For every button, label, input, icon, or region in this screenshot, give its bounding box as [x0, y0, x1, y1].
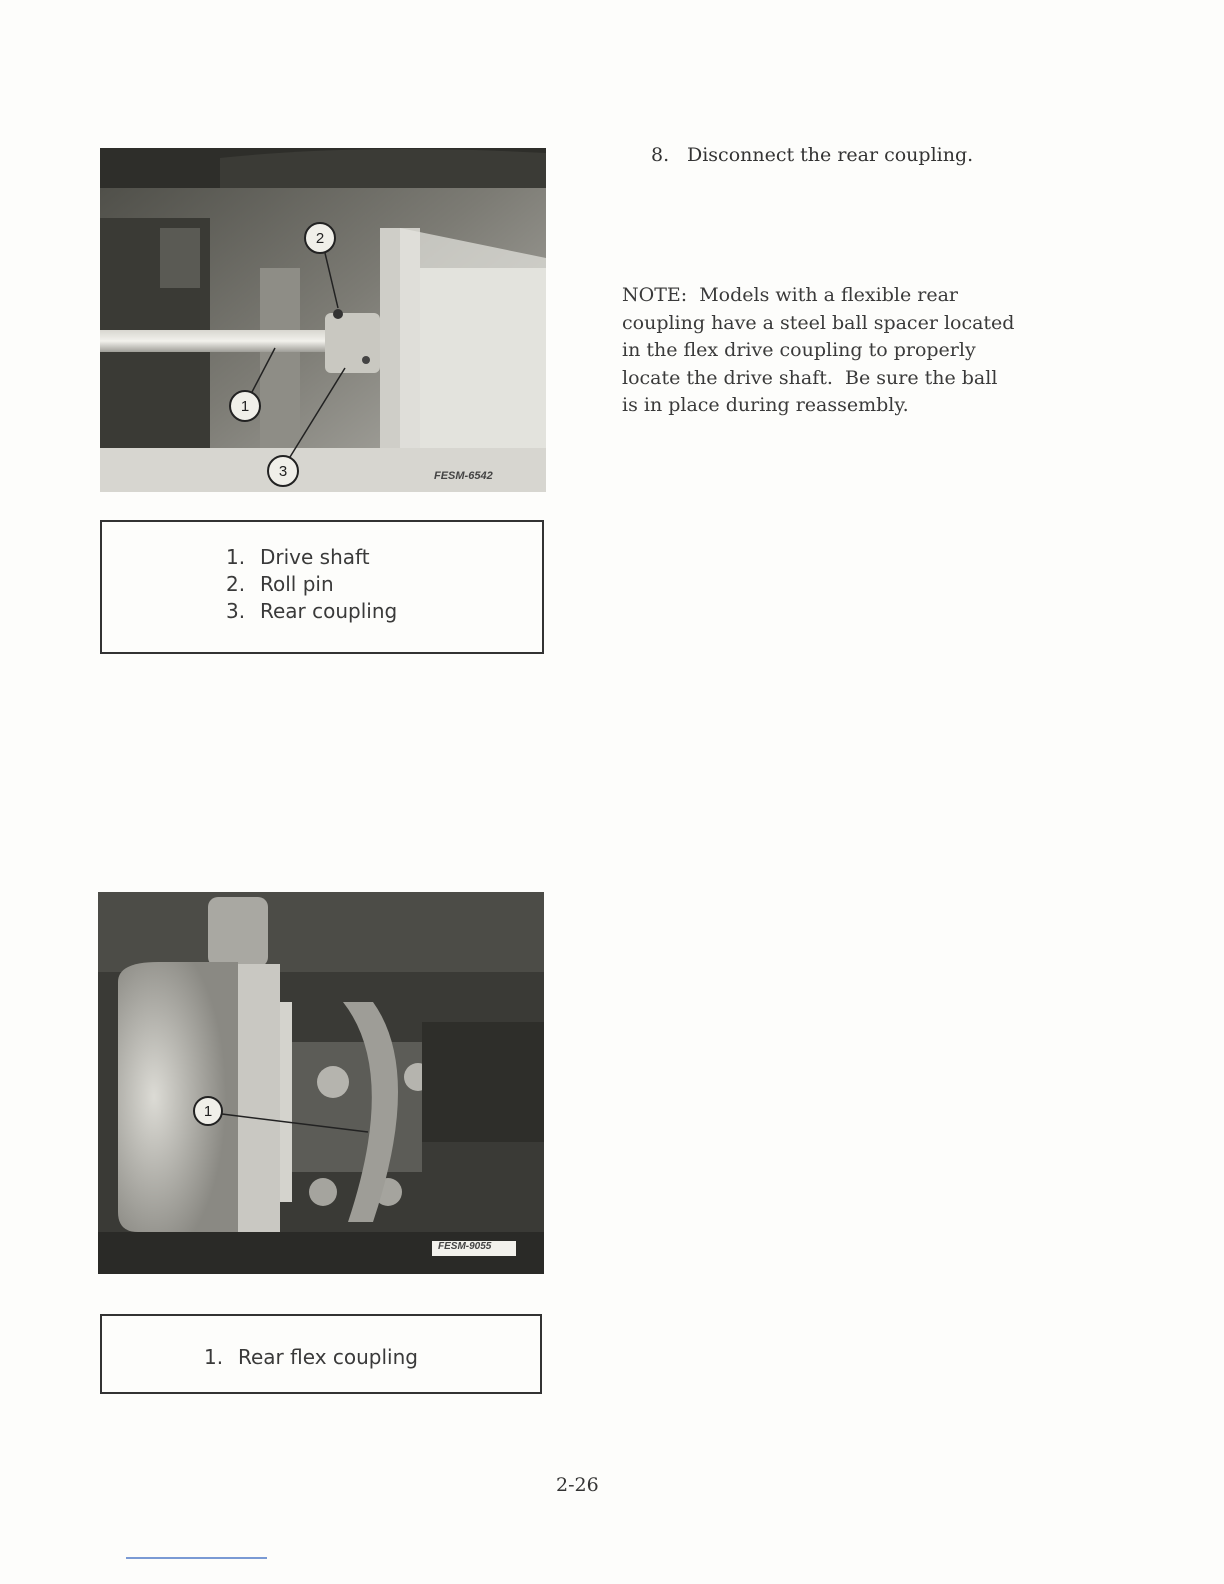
- note-line: coupling have a steel ball spacer located: [622, 311, 1015, 334]
- legend-item-number: 1.: [226, 545, 246, 569]
- step-text: Disconnect the rear coupling.: [687, 144, 974, 166]
- note-line: locate the drive shaft. Be sure the ball: [622, 366, 998, 389]
- legend-item-number: 3.: [226, 599, 246, 623]
- legend-item-number: 2.: [226, 572, 246, 596]
- figure-1-callout-1: 1: [240, 398, 250, 415]
- figure-1-id: FESM-6542: [434, 470, 493, 482]
- legend-item: [204, 1344, 540, 1371]
- figure-1-legend: [100, 520, 544, 654]
- legend-item-label: Roll pin: [260, 572, 334, 596]
- legend-item-number: 1.: [204, 1345, 224, 1369]
- note-paragraph: [622, 282, 1072, 420]
- legend-item-label: Rear coupling: [260, 599, 398, 623]
- step-8: [651, 144, 973, 166]
- step-number: 8.: [651, 144, 670, 166]
- page-number: 2-26: [556, 1474, 599, 1496]
- figure-2-callout-1: 1: [203, 1103, 213, 1120]
- figure-1-callout-3: 3: [278, 463, 288, 480]
- legend-item: [226, 571, 542, 598]
- note-line: is in place during reassembly.: [622, 394, 909, 416]
- figure-2-id: FESM-9055: [438, 1241, 492, 1252]
- note-line: NOTE: Models with a flexible rear: [622, 284, 958, 306]
- legend-item: [226, 544, 542, 571]
- figure-1-callout-2: 2: [315, 230, 325, 247]
- bottom-edge-line: [126, 1557, 267, 1559]
- figure-2-photo: [98, 892, 544, 1274]
- figure-1-photo: [100, 148, 546, 492]
- note-line: in the flex drive coupling to properly: [622, 339, 976, 361]
- legend-item-label: Rear flex coupling: [238, 1345, 418, 1369]
- legend-item-label: Drive shaft: [260, 545, 370, 569]
- legend-item: [226, 598, 542, 625]
- figure-2-legend: [100, 1314, 542, 1394]
